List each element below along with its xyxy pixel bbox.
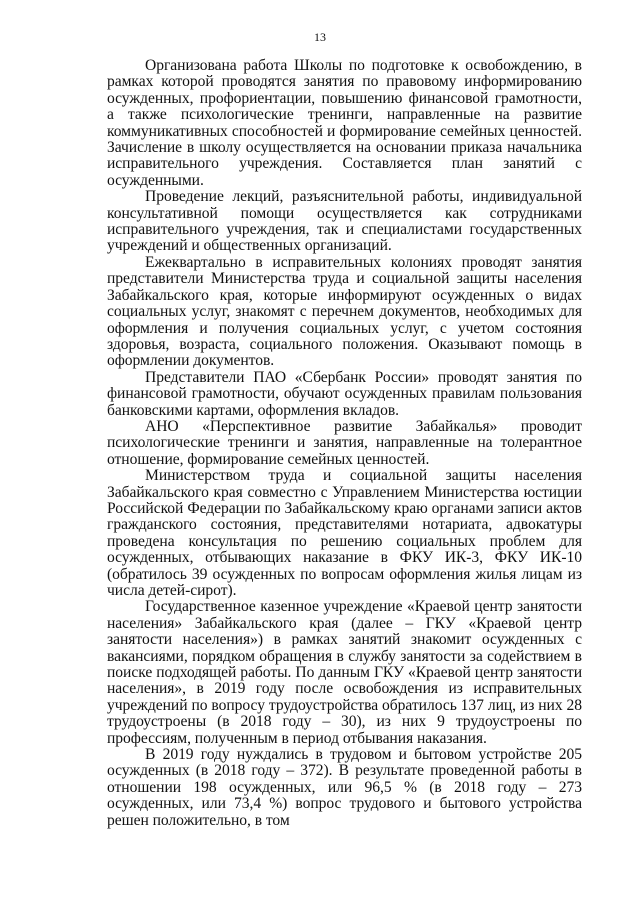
paragraph: Организована работа Школы по подготовке к освобождению, в рамках которой проводятся занятия по правовому информированию осужденных, профориентации, повышению финансовой грамотности, а также психологические тренинги, направленные на развитие коммуникативных способностей и формирование семейных ценностей. Зачисление в школу осуществляется на основании приказа начальника исправительного учреждения. Составляется план занятий с осужденными.	[107, 57, 582, 189]
paragraph: Представители ПАО «Сбербанк России» проводят занятия по финансовой грамотности, обучают осужденных правилам пользования банковскими картами, оформления вкладов.	[107, 368, 582, 419]
paragraph: АНО «Перспективное развитие Забайкалья» проводит психологические тренинги и занятия, направленные на толерантное отношение, формирование семейных ценностей.	[107, 417, 582, 468]
paragraph: Министерством труда и социальной защиты населения Забайкальского края совместно с Управлением Министерства юстиции Российской Федерации по Забайкальскому краю органами записи актов гражданского состояния, представителями нотариата, адвокатуры проведена консультация по решению социальных проблем для осужденных, отбывающих наказание в ФКУ ИК-3, ФКУ ИК-10 (обратилось 39 осужденных по вопросам оформления жилья лицам из числа детей-сирот).	[107, 467, 582, 599]
document-body	[107, 58, 582, 829]
page-number: 13	[314, 30, 326, 44]
paragraph: Государственное казенное учреждение «Краевой центр занятости населения» Забайкальского края (далее – ГКУ «Краевой центр занятости населения») в рамках занятий знакомит осужденных с вакансиями, порядком обращения в службу занятости за содействием в поиске подходящей работы. По данным ГКУ «Краевой центр занятости населения», в 2019 году после освобождения из исправительных учреждений по вопросу трудоустройства обратилось 137 лиц, из них 28 трудоустроены (в 2018 году – 30), из них 9 трудоустроены по профессиям, полученным в период отбывания наказания.	[107, 598, 582, 747]
paragraph: Проведение лекций, разъяснительной работы, индивидуальной консультативной помощи осуществляется как сотрудниками исправительного учреждения, так и специалистами государственных учреждений и общественных организаций.	[107, 188, 582, 255]
paragraph: Ежеквартально в исправительных колониях проводят занятия представители Министерства труда и социальной защиты населения Забайкальского края, которые информируют осужденных о видах социальных услуг, знакомят с перечнем документов, необходимых для оформления и получения социальных услуг, с учетом состояния здоровья, возраста, социального положения. Оказывают помощь в оформлении документов.	[107, 253, 582, 370]
paragraph: В 2019 году нуждались в трудовом и бытовом устройстве 205 осужденных (в 2018 году – 372). В результате проведенной работы в отношении 198 осужденных, или 96,5 % (в 2018 году – 273 осужденных, или 73,4 %) вопрос трудового и бытового устройства решен положительно, в том	[107, 746, 582, 829]
